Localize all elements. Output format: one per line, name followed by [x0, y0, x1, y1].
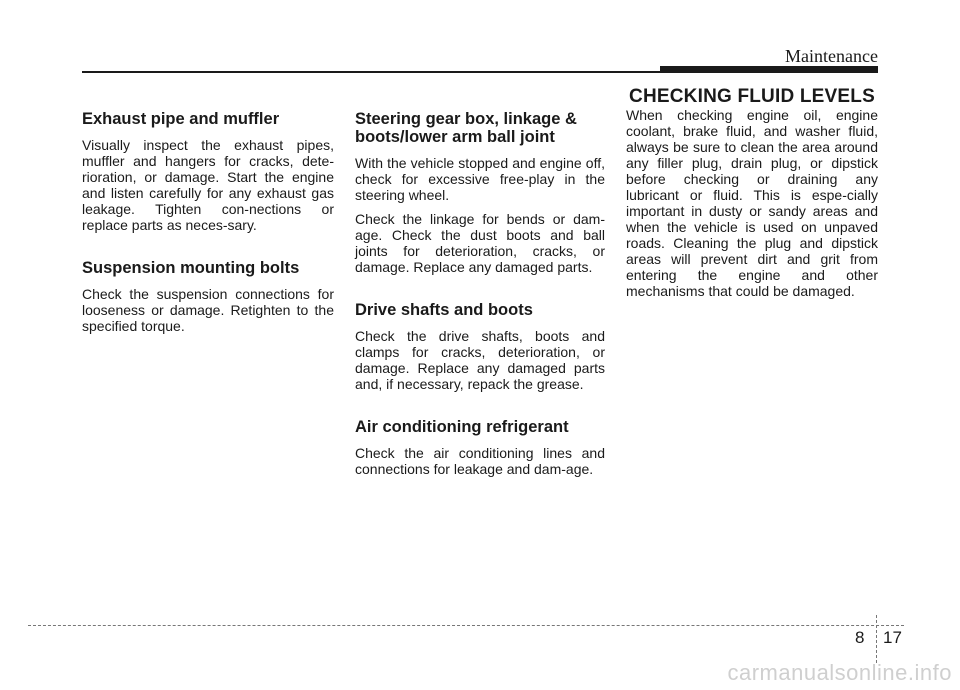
section-banner-fluid-levels: CHECKING FLUID LEVELS [629, 86, 875, 107]
column-middle [355, 110, 605, 485]
paragraph-exhaust: Visually inspect the exhaust pipes, muffler and hangers for cracks, dete-rioration, or damage. Start the engine and listen carefully for any exhaust gas leakage. Tighten con-nections or replace parts as neces-sary. [82, 137, 334, 233]
page-number: 17 [883, 628, 902, 647]
page-number-divider [876, 615, 877, 663]
paragraph-suspension: Check the suspension connections for looseness or damage. Retighten to the specified torque. [82, 286, 334, 334]
footer-rule [28, 625, 904, 626]
column-right [626, 107, 878, 307]
paragraph-drive-shafts: Check the drive shafts, boots and clamps for cracks, deterioration, or damage. Replace any damaged parts and, if necessary, repack the grease. [355, 328, 605, 392]
column-left [82, 110, 334, 342]
section-title-drive-shafts: Drive shafts and boots [355, 301, 533, 319]
watermark: carmanualsonline.info [727, 660, 952, 685]
section-title-air-conditioning: Air conditioning refrigerant [355, 418, 569, 436]
paragraph-steering-1: With the vehicle stopped and engine off, check for excessive free-play in the steering wheel. [355, 155, 605, 203]
section-title-suspension: Suspension mounting bolts [82, 259, 300, 277]
paragraph-steering-2: Check the linkage for bends or dam-age. Check the dust boots and ball joints for deterioration, cracks, or damage. Replace any damaged parts. [355, 211, 605, 275]
section-title-exhaust: Exhaust pipe and muffler [82, 110, 280, 128]
page-header-title: Maintenance [785, 46, 878, 66]
header-rule-accent [660, 66, 878, 73]
header-rule [82, 71, 660, 73]
paragraph-fluid-levels: When checking engine oil, engine coolant, brake fluid, and washer fluid, always be sure to clean the area around any filler plug, drain plug, or dipstick before checking or draining any lubricant or fluid. This is espe-cially important in dusty or sandy areas and when the vehicle is used on unpaved roads. Cleaning the plug and dipstick areas will prevent dirt and grit from entering the engine and other mechanisms that could be damaged. [626, 107, 878, 299]
section-title-steering: Steering gear box, linkage & boots/lower arm ball joint [355, 110, 577, 146]
paragraph-air-conditioning: Check the air conditioning lines and connections for leakage and dam-age. [355, 445, 605, 477]
chapter-number: 8 [855, 628, 865, 647]
